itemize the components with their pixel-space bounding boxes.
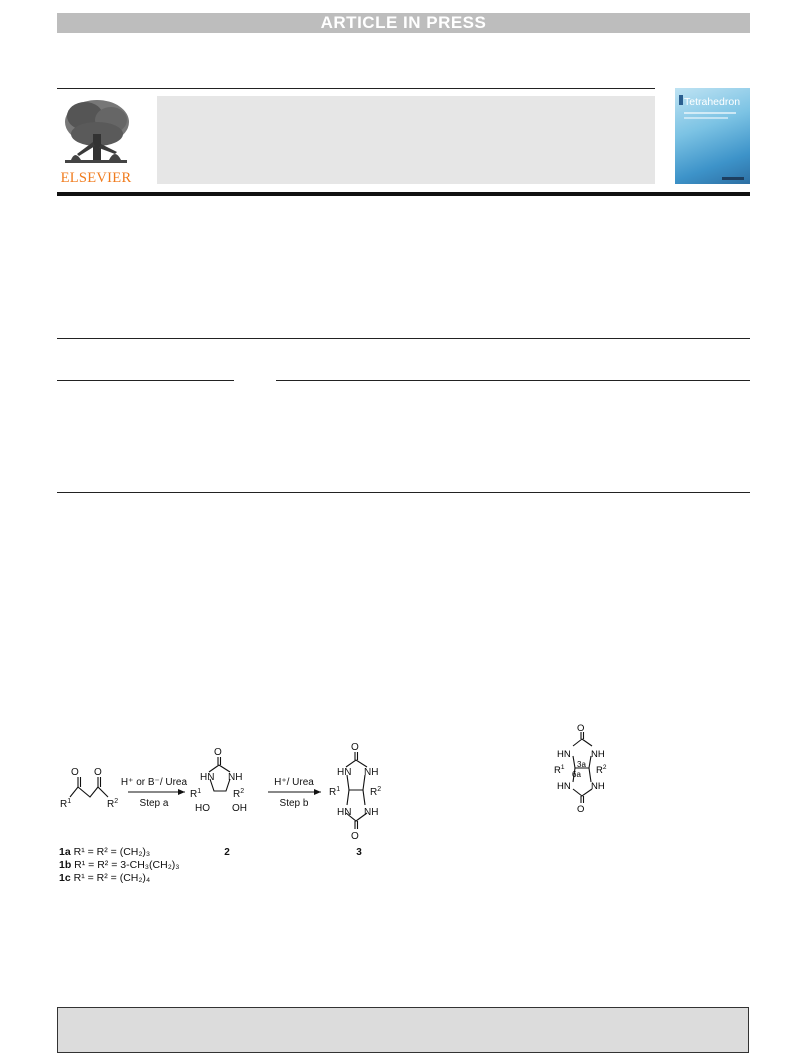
- svg-text:NH: NH: [228, 772, 243, 783]
- cover-line: [684, 112, 736, 114]
- svg-text:NH: NH: [364, 807, 379, 818]
- glycoluril-structure: [548, 722, 618, 817]
- cover-badge: [679, 95, 683, 105]
- svg-text:O: O: [577, 723, 585, 734]
- svg-text:NH: NH: [591, 781, 605, 792]
- svg-text:HN: HN: [337, 767, 352, 778]
- publisher-name: ELSEVIER: [60, 170, 132, 186]
- label-3a: 3a: [577, 760, 586, 769]
- svg-text:HO: HO: [195, 803, 210, 814]
- legend-item: 1c R¹ = R² = (CH₂)₄: [59, 872, 151, 884]
- svg-text:HN: HN: [557, 781, 571, 792]
- svg-text:NH: NH: [364, 767, 379, 778]
- svg-text:O: O: [214, 747, 222, 758]
- journal-header-box: [157, 96, 655, 184]
- svg-text:R1: $R^1$: [329, 786, 341, 798]
- step-b-reagent: H⁺/ Urea: [274, 777, 314, 788]
- header-thick-rule: [57, 192, 750, 196]
- abstract-rule: [276, 380, 750, 381]
- citation-box: [57, 1007, 749, 1053]
- svg-text:HN: HN: [337, 807, 352, 818]
- svg-text:R2: $R^2$: [107, 798, 119, 810]
- svg-text:R1: $R^1$: [554, 764, 565, 776]
- glycoluril-drawing: [548, 722, 618, 817]
- svg-text:O: O: [94, 767, 102, 778]
- svg-text:NH: NH: [591, 749, 605, 760]
- article-info-top-rule: [57, 338, 750, 339]
- compound-3-label: 3: [356, 847, 362, 858]
- svg-text:HN: HN: [557, 749, 571, 760]
- journal-title: Tetrahedron: [684, 96, 741, 108]
- svg-text:HN: HN: [200, 772, 215, 783]
- step-a-reagent: H⁺ or B⁻/ Urea: [120, 777, 188, 788]
- reaction-scheme: [50, 735, 380, 895]
- cover-line: [684, 117, 728, 119]
- svg-text:O: O: [351, 742, 359, 753]
- legend-item: 1a R¹ = R² = (CH₂)₃: [59, 846, 151, 858]
- svg-text:O: O: [71, 767, 79, 778]
- step-b-label: Step b: [279, 798, 309, 809]
- article-in-press-banner: ARTICLE IN PRESS: [57, 13, 750, 33]
- article-info-left-rule: [57, 380, 234, 381]
- svg-text:R1: $R^1$: [60, 798, 72, 810]
- abstract-bottom-rule: [57, 492, 750, 493]
- svg-text:R2: $R^2$: [370, 786, 382, 798]
- journal-cover-icon: [675, 88, 750, 184]
- compound-legend: [59, 846, 180, 885]
- svg-text:R2: $R^2$: [596, 764, 607, 776]
- header-top-rule: [57, 88, 655, 89]
- label-6a: 6a: [572, 770, 581, 779]
- svg-text:O: O: [577, 804, 585, 815]
- compound-2-label: 2: [224, 847, 230, 858]
- svg-text:R2: $R^2$: [233, 788, 245, 800]
- cover-footer-mark: [722, 177, 744, 180]
- step-a-label: Step a: [139, 798, 169, 809]
- legend-item: 1b R¹ = R² = 3-CH₃(CH₂)₃: [59, 859, 180, 871]
- svg-text:O: O: [351, 831, 359, 842]
- svg-text:R1: $R^1$: [190, 788, 202, 800]
- svg-text:OH: OH: [232, 803, 247, 814]
